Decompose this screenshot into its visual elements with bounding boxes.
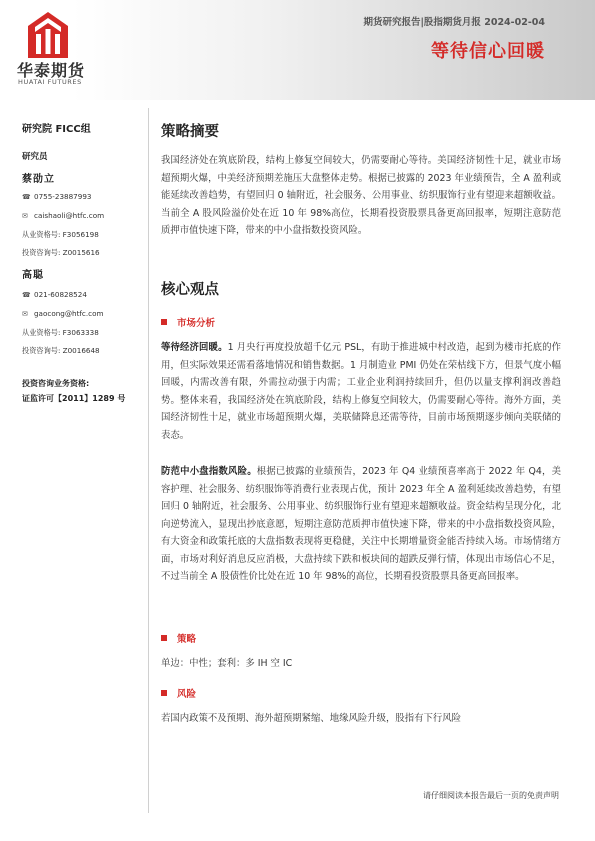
sidebar [22,120,142,403]
researcher-label: 研究员 [22,152,48,162]
analyst-email [22,211,104,220]
license-number: 从业资格号: F3056198 [22,230,99,239]
invest-number: 投资咨询号: Z0016648 [22,346,100,355]
phone-number: 021-60828524 [34,290,87,299]
strategy-heading: 策略 [161,631,196,645]
paragraph-lead: 等待经济回暖。 [161,342,228,353]
risk-text: 若国内政策不及预期、海外超预期紧缩、地缘风险升级，股指有下行风险 [161,713,462,724]
email-icon: ✉ [22,309,28,318]
market-analysis-heading: 市场分析 [161,315,215,329]
email-icon: ✉ [22,211,28,220]
department: 研究院 FICC组 [22,124,91,135]
paragraph-body: 1 月央行再度投放超千亿元 PSL，有助于推进城中村改造，起到为楼市托底的作用，但实际效果还需看落地情况和销售数据。1 月制造业 PMI 仍处在荣枯线下方，但景气度小幅回暖，内需改善有限，外需拉动强于内需；工业企业利润持续回升，但仍以量支撑利润改善趋势。整体来看，我国经济处在筑底阶段，结构上修复空间较大，仍需要耐心等待。海外方面，美国经济韧性十足，就业市场超预期火爆，美联储降息还需等待，目前市场预期逐步倾向美联储的表态。 [161,342,561,441]
phone-icon: ☎ [22,290,31,299]
summary-heading: 策略摘要 [161,124,219,140]
analyst-name: 蔡劭立 [22,174,55,185]
qualification-title: 投资咨询业务资格: [22,379,90,388]
phone-icon: ☎ [22,192,31,201]
company-logo [17,12,107,90]
logo-text-cn: 华泰期货 [17,61,86,80]
qualification-value: 证监许可【2011】1289 号 [22,394,126,403]
column-divider [148,108,149,813]
risk-heading: 风险 [161,686,196,700]
risk-paragraph [161,463,561,586]
analyst-phone [22,290,87,299]
analyst-email [22,309,104,318]
paragraph-lead: 防范中小盘指数风险。 [161,466,257,477]
license-number: 从业资格号: F3063338 [22,328,99,337]
paragraph-body: 根据已披露的业绩预告，2023 年 Q4 业绩预喜率高于 2022 年 Q4，美容护理、社会服务、纺织服饰等消费行业表现占优，预计 2023 年全 A 盈利延续改善趋势，有望回归 0 轴附近，社会服务、公用事业、纺织服饰行业有望迎来超额收益。资金结构呈现分化，北向逆势流入，显现出抄底意愿，短期注意防范质押市值快速下降，带来的中小盘指数投资风险，有大资金和政策托底的大盘指数表现将更稳健，关注中长期增量资金能否持续入场。市场情绪方面，市场对利好消息反应消极，大盘持续下跌和板块间的超跌反弹行情，体现出市场信心不足，不过当前全 A 股债性价比处在近 10 年 98%的高位，长期看投资股票具备更高回报率。 [161,466,561,582]
email-address[interactable]: gaocong@htfc.com [34,309,104,318]
huatai-logo-icon [28,12,68,58]
bullet-square-icon [161,635,167,641]
summary-paragraph: 我国经济处在筑底阶段，结构上修复空间较大，仍需要耐心等待。美国经济韧性十足，就业市场超预期火爆，中美经济预期差施压大盘整体走势。根据已披露的 2023 年业绩预告，全 A 盈利或能延续改善趋势，有望回归 0 轴附近，社会服务、公用事业、纺织服饰行业有望迎来超额收益。当前全 A 股风险溢价处在近 10 年 98%高位，长期看投资股票具备更高回报率，短期注意防范质押市值快速下降，带来的中小盘指数投资风险。 [161,155,561,236]
invest-number: 投资咨询号: Z0015616 [22,248,100,257]
bullet-square-icon [161,319,167,325]
report-meta: 期货研究报告|股指期货月报 2024-02-04 [363,17,545,28]
report-title: 等待信心回暖 [431,41,545,62]
footer-disclaimer: 请仔细阅读本报告最后一页的免责声明 [423,791,559,800]
core-views-heading: 核心观点 [161,282,219,298]
economy-paragraph [161,339,561,444]
logo-text-en: HUATAI FUTURES [18,78,82,86]
strategy-text: 单边：中性；套利：多 IH 空 IC [161,658,293,669]
phone-number: 0755-23887993 [34,192,92,201]
bullet-square-icon [161,690,167,696]
email-address[interactable]: caishaoli@htfc.com [34,211,105,220]
analyst-phone [22,192,91,201]
analyst-name: 高聪 [22,270,44,281]
